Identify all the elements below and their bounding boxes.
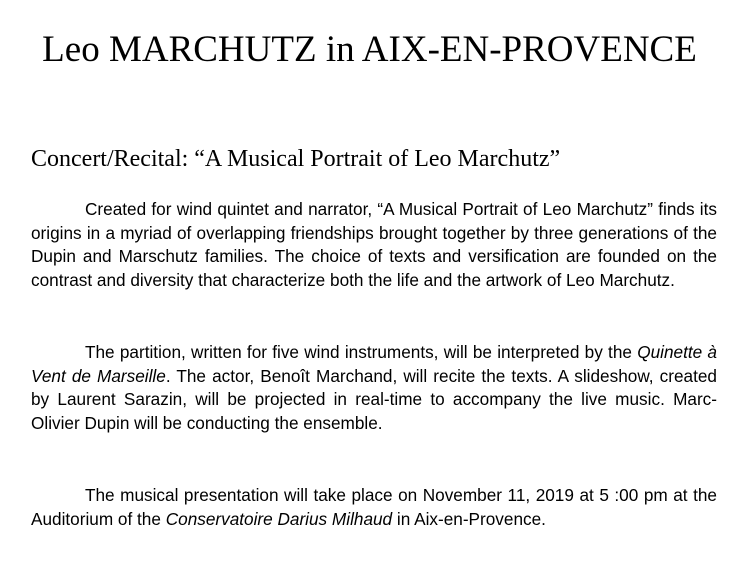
paragraph-event-rest: in Aix-en-Provence. [392, 508, 546, 529]
paragraph-performers-lead: The partition, written for five wind instruments, will be interpreted by the [85, 342, 638, 362]
paragraph-performers-rest: . The actor, Benoît Marchand, will recite the texts. A slideshow, created by Laurent Sarazin, will be projected in real-time to accompany the live music. Marc-Olivier Dupin will be conducting the ensemble. [31, 365, 717, 433]
venue-name: Conservatoire Darius Milhaud [165, 508, 393, 529]
paragraph-event-details [31, 484, 717, 531]
paragraph-performers [31, 341, 717, 435]
concert-subtitle: Concert/Recital: “A Musical Portrait of Leo Marchutz” [31, 146, 561, 172]
ensemble-name: Quinette à Vent de Marseille [31, 342, 717, 386]
document-title: Leo MARCHUTZ in AIX-EN-PROVENCE [42, 29, 697, 70]
paragraph-intro: Created for wind quintet and narrator, “A Musical Portrait of Leo Marchutz” finds its origins in a myriad of overlapping friendships brought together by three generations of the Dupin and Marschutz families. The choice of texts and versification are founded on the contrast and diversity that characterize both the life and the artwork of Leo Marchutz. [31, 199, 717, 290]
paragraph-event-lead: The musical presentation will take place on November 11, 2019 at 5 :00 pm at the Auditorium of the [31, 485, 717, 529]
